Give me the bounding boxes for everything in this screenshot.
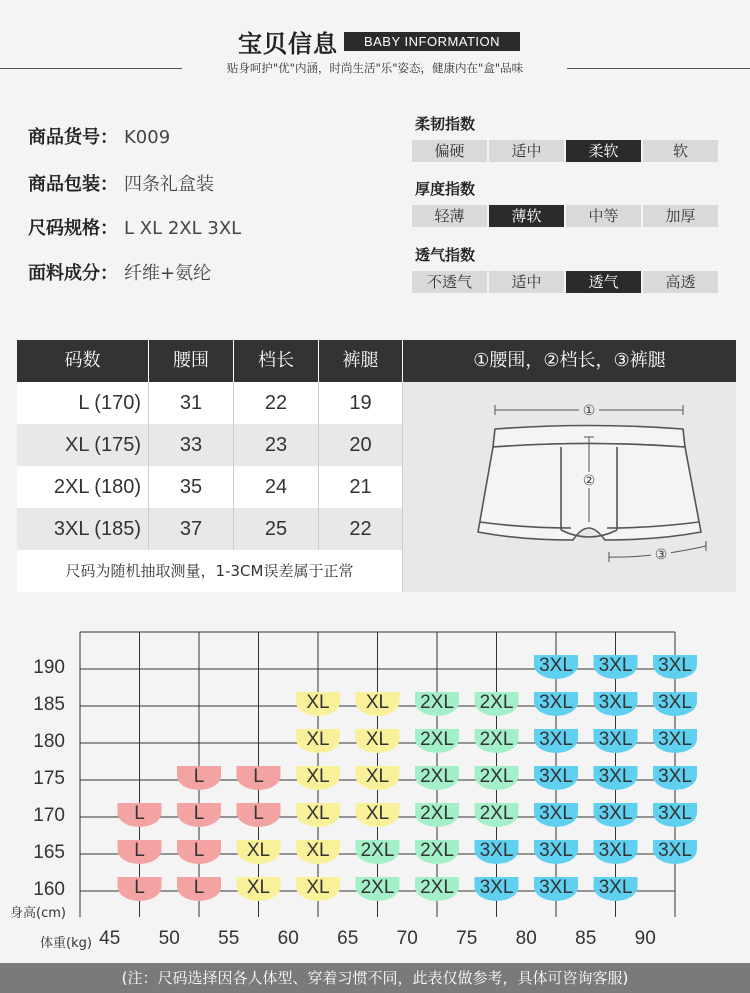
size-marker-label: 3XL [539, 877, 573, 898]
size-marker-label: 3XL [658, 803, 692, 824]
header-size: 码数 [17, 340, 148, 382]
size-marker-label: 3XL [598, 840, 633, 861]
size-marker-label: 2XL [420, 877, 454, 898]
cell-leg: 20 [349, 434, 372, 456]
size-marker-label: L [134, 877, 145, 898]
marker-3: ③ [654, 547, 668, 563]
info-item-sizes [28, 214, 241, 240]
measurement-note: 尺码为随机抽取测量，1-3CM误差属于正常 [65, 562, 354, 580]
size-marker-label: 2XL [420, 803, 454, 824]
x-tick-label: 90 [634, 928, 656, 949]
header-rise: 档长 [234, 340, 318, 382]
cell-size: 3XL (185) [53, 518, 141, 540]
info-item-package [28, 170, 214, 196]
cell-size: XL (175) [65, 434, 141, 456]
header-waist: 腰围 [149, 340, 233, 382]
size-marker-label: 2XL [479, 729, 514, 750]
index-option: 适中 [489, 140, 564, 162]
size-marker-label: 3XL [598, 692, 633, 713]
size-table [17, 340, 736, 592]
size-chart [0, 620, 750, 920]
size-marker-label: L [134, 803, 145, 824]
size-marker-label: L [193, 877, 205, 898]
info-label: 商品货号： [28, 127, 118, 148]
size-marker-label: XL [306, 877, 330, 898]
cell-leg: 22 [349, 518, 372, 540]
size-marker-label: 3XL [479, 840, 514, 861]
info-value: L XL 2XL 3XL [124, 218, 242, 239]
size-marker-label: XL [306, 729, 330, 750]
info-value: 四条礼盒装 [124, 174, 214, 195]
cell-rise: 25 [264, 518, 288, 540]
info-item-material [28, 259, 211, 285]
cell-size: 2XL (180) [53, 476, 141, 498]
y-tick-label: 175 [33, 768, 65, 789]
size-marker-label: 3XL [658, 655, 692, 676]
size-marker-label: XL [246, 840, 271, 861]
y-tick-label: 180 [33, 731, 65, 752]
cell-waist: 31 [179, 392, 203, 414]
index-option-selected: 薄软 [489, 205, 564, 227]
size-marker-label: XL [365, 766, 390, 787]
size-marker-label: 3XL [598, 655, 633, 676]
x-tick-label: 70 [396, 928, 418, 949]
index-option-selected: 透气 [566, 271, 641, 293]
size-marker-label: L [134, 840, 145, 861]
index-option: 适中 [489, 271, 564, 293]
thickness-index-title: 厚度指数 [415, 180, 476, 198]
marker-2: ② [582, 473, 596, 489]
x-tick-label: 85 [575, 928, 597, 949]
marker-1: ① [582, 403, 596, 419]
size-marker-label: XL [306, 840, 330, 861]
page-subtitle: 贴身呵护"优"内涵，时尚生活"乐"姿态，健康内在"盒"品味 [226, 61, 524, 75]
size-marker-label: 3XL [598, 729, 633, 750]
index-option: 高透 [643, 271, 718, 293]
cell-waist: 35 [179, 476, 203, 498]
index-option: 轻薄 [412, 205, 487, 227]
x-tick-label: 80 [515, 928, 537, 949]
size-marker-label: L [193, 766, 205, 787]
x-axis-label: 体重(kg) [40, 936, 92, 951]
x-tick-label: 65 [337, 928, 359, 949]
y-tick-label: 185 [33, 694, 65, 715]
cell-size: L (170) [78, 392, 141, 414]
size-marker-label: 2XL [420, 766, 454, 787]
size-marker-label: 3XL [539, 655, 573, 676]
header-diagram: ①腰围，②档长，③裤腿 [403, 340, 736, 382]
size-marker-label: 2XL [479, 692, 514, 713]
header-leg: 裤腿 [319, 340, 402, 382]
index-option-selected: 柔软 [566, 140, 641, 162]
size-marker-label: L [193, 840, 205, 861]
size-marker-label: 3XL [598, 766, 633, 787]
cell-rise: 23 [264, 434, 288, 456]
size-marker-label: 3XL [539, 840, 573, 861]
size-marker-label: 2XL [360, 877, 395, 898]
size-marker-label: 2XL [360, 840, 395, 861]
breathability-index-bar [412, 271, 718, 293]
size-marker-label: XL [365, 803, 390, 824]
cell-waist: 37 [179, 518, 203, 540]
size-marker-label: XL [306, 803, 330, 824]
info-label: 面料成分： [28, 263, 118, 284]
size-marker-label: 3XL [479, 877, 514, 898]
size-marker-label: 3XL [539, 692, 573, 713]
size-marker-label: 3XL [539, 766, 573, 787]
size-marker-label: 2XL [420, 840, 454, 861]
size-marker-label: 3XL [598, 803, 633, 824]
size-marker-label: L [193, 803, 205, 824]
index-option: 偏硬 [412, 140, 487, 162]
index-option: 中等 [566, 205, 641, 227]
index-option: 软 [643, 140, 718, 162]
size-marker-label: 3XL [539, 803, 573, 824]
size-marker-label: 3XL [658, 692, 692, 713]
size-marker-label: 2XL [420, 729, 454, 750]
size-marker-label: 3XL [539, 729, 573, 750]
cell-leg: 21 [349, 476, 372, 498]
size-marker-label: XL [306, 766, 330, 787]
y-axis-label: 身高(cm) [10, 906, 66, 921]
size-marker-label: XL [365, 692, 390, 713]
breathability-index-title: 透气指数 [415, 246, 476, 264]
size-marker-label: 3XL [658, 729, 692, 750]
boxer-briefs-icon [403, 382, 736, 592]
divider-left [0, 68, 182, 69]
size-marker-label: XL [246, 877, 271, 898]
size-marker-label: 2XL [479, 803, 514, 824]
footer-note: (注：尺码选择因各人体型、穿着习惯不同，此表仅做参考，具体可咨询客服) [0, 963, 750, 993]
size-marker-label: L [253, 803, 264, 824]
size-marker-label: 3XL [658, 766, 692, 787]
info-item-number [28, 123, 170, 149]
size-marker-label: L [253, 766, 264, 787]
info-label: 尺码规格： [28, 218, 118, 239]
divider-right [567, 68, 750, 69]
thickness-index-bar [412, 205, 718, 227]
y-tick-label: 190 [33, 657, 65, 678]
page-title: 宝贝信息 [238, 30, 338, 58]
section-badge: BABY INFORMATION [344, 32, 520, 51]
size-marker-label: 3XL [658, 840, 692, 861]
x-tick-label: 45 [99, 928, 121, 949]
size-marker-label: 3XL [598, 877, 633, 898]
cell-rise: 24 [264, 476, 288, 498]
info-label: 商品包装： [28, 174, 118, 195]
size-marker-label: XL [365, 729, 390, 750]
x-tick-label: 55 [218, 928, 240, 949]
x-tick-label: 50 [158, 928, 180, 949]
index-option: 不透气 [412, 271, 487, 293]
index-option: 加厚 [643, 205, 718, 227]
x-tick-label: 75 [456, 928, 478, 949]
cell-leg: 19 [349, 392, 372, 414]
info-value: 纤维+氨纶 [124, 263, 212, 284]
cell-rise: 22 [264, 392, 288, 414]
info-value: K009 [124, 127, 171, 148]
y-tick-label: 170 [33, 805, 65, 826]
softness-index-bar [412, 140, 718, 162]
cell-waist: 33 [179, 434, 203, 456]
underwear-diagram [403, 382, 736, 592]
x-tick-label: 60 [277, 928, 299, 949]
size-marker-label: 2XL [479, 766, 514, 787]
y-tick-label: 165 [33, 842, 65, 863]
size-marker-label: XL [306, 692, 330, 713]
size-marker-label: 2XL [420, 692, 454, 713]
softness-index-title: 柔韧指数 [415, 115, 476, 133]
y-tick-label: 160 [33, 879, 65, 900]
